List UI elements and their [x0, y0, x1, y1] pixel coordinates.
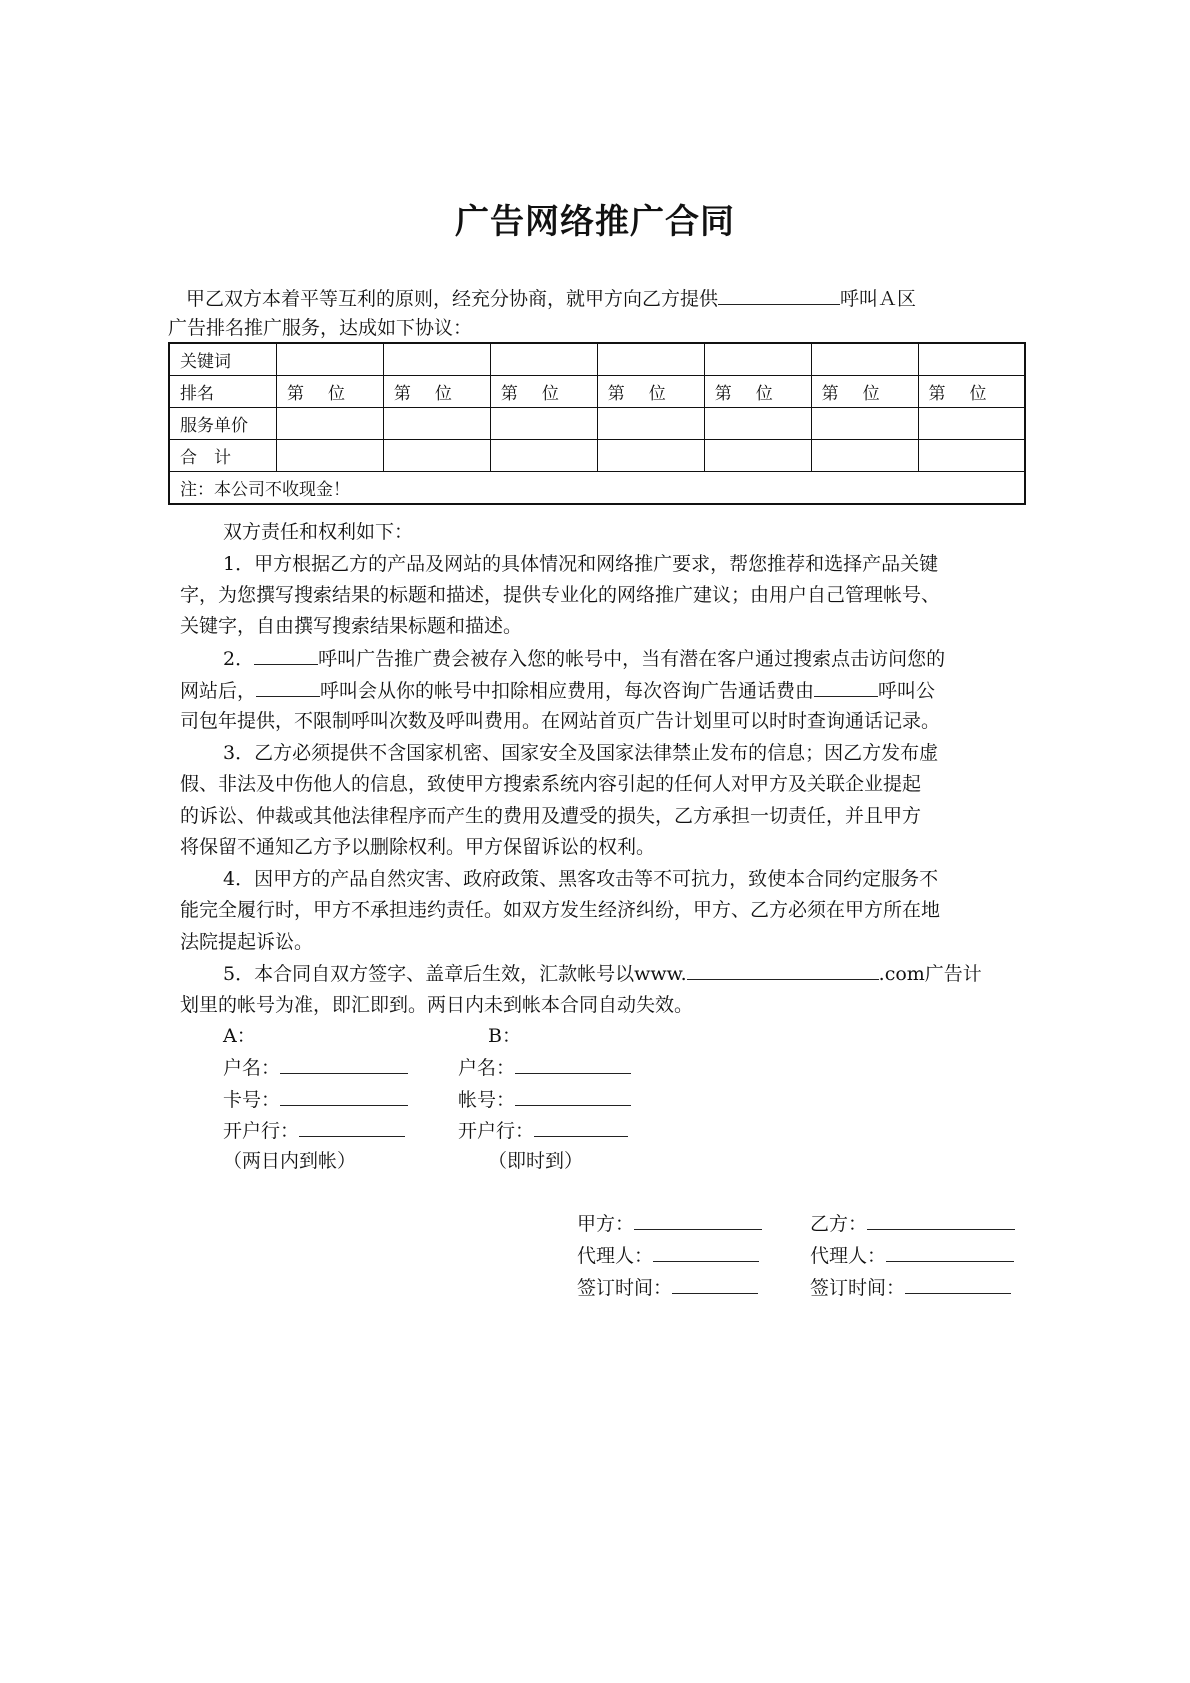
clause-3-line: 的诉讼、仲裁或其他法律程序而产生的费用及遭受的损失，乙方承担一切责任，并且甲方: [180, 805, 922, 827]
account-a-note: （两日内到帐）: [223, 1150, 357, 1172]
date-b-field[interactable]: [905, 1275, 1011, 1294]
name-blank[interactable]: [256, 678, 320, 697]
rank-cell: 第 位: [607, 384, 666, 404]
account-a-name: 户名：: [223, 1055, 408, 1080]
table-row-price: [169, 408, 1025, 440]
rank-cell: 第 位: [393, 384, 452, 404]
account-b-name: 户名：: [458, 1055, 631, 1080]
account-b-account: 帐号：: [458, 1087, 631, 1112]
table-row-total: [169, 440, 1025, 472]
clause-1-line: 字，为您撰写搜索结果的标题和描述，提供专业化的网络推广建议；由用户自己管理帐号、: [180, 584, 941, 606]
table-note: 注：本公司不收现金！: [169, 472, 1025, 505]
clause-2-line: 网站后， 呼叫会从你的帐号中扣除相应费用，每次咨询广告通话费由 呼叫公: [180, 680, 936, 702]
table-row-keywords: [169, 343, 1025, 376]
account-a-card: 卡号：: [223, 1087, 408, 1112]
table-row-rank: [169, 376, 1025, 408]
row-label: 服务单价: [169, 408, 277, 440]
date-a-field[interactable]: [672, 1275, 758, 1294]
account-a-bank: 开户行：: [223, 1118, 405, 1143]
sign-a-agent: 代理人：: [577, 1243, 759, 1268]
document-title: 广告网络推广合同: [455, 202, 735, 242]
account-b-bank: 开户行：: [458, 1118, 628, 1143]
party-a-field[interactable]: [634, 1211, 762, 1230]
clause-3-line: 将保留不通知乙方予以删除权利。甲方保留诉讼的权利。: [180, 836, 656, 858]
account-a-header: A：: [223, 1025, 256, 1047]
sign-b-date: 签订时间：: [810, 1275, 1011, 1300]
clause-4-line: 法院提起诉讼。: [180, 931, 314, 953]
rank-cell: 第 位: [287, 384, 345, 404]
website-blank[interactable]: [687, 961, 879, 980]
intro-line-1: 甲乙双方本着平等互利的原则，经充分协商，就甲方向乙方提供 呼叫Ａ区: [186, 288, 917, 310]
row-label: 关键词: [169, 343, 277, 376]
sign-b-agent: 代理人：: [810, 1243, 1014, 1268]
clause-4-line: 4．因甲方的产品自然灾害、政府政策、黑客攻击等不可抗力，致使本合同约定服务不: [223, 868, 939, 890]
rank-cell: 第 位: [500, 384, 559, 404]
sign-b-party: 乙方：: [810, 1211, 1015, 1236]
account-number-field[interactable]: [515, 1087, 631, 1106]
party-b-field[interactable]: [867, 1211, 1015, 1230]
agent-b-field[interactable]: [886, 1243, 1014, 1262]
clause-5-line: 5．本合同自双方签字、盖章后生效，汇款帐号以www. .com广告计: [223, 963, 982, 985]
sign-a-date: 签订时间：: [577, 1275, 758, 1300]
row-label: 排名: [169, 376, 277, 408]
name-blank[interactable]: [254, 646, 318, 665]
rank-cell: 第 位: [821, 384, 880, 404]
clause-2-line: 司包年提供，不限制呼叫次数及呼叫费用。在网站首页广告计划里可以时时查询通话记录。: [180, 710, 941, 732]
intro-line-2: 广告排名推广服务，达成如下协议：: [168, 317, 473, 339]
rank-cell: 第 位: [714, 384, 773, 404]
table-row-note: [169, 472, 1025, 505]
bank-field[interactable]: [299, 1118, 405, 1137]
row-label: 合 计: [169, 440, 277, 472]
bank-field[interactable]: [534, 1118, 628, 1137]
service-blank[interactable]: [718, 286, 840, 305]
clause-1-line: 关键字，自由撰写搜索结果标题和描述。: [180, 615, 523, 637]
agent-a-field[interactable]: [653, 1243, 759, 1262]
clause-4-line: 能完全履行时，甲方不承担违约责任。如双方发生经济纠纷，甲方、乙方必须在甲方所在地: [180, 899, 941, 921]
account-name-field[interactable]: [515, 1055, 631, 1074]
name-blank[interactable]: [814, 678, 878, 697]
clause-3-line: 3．乙方必须提供不含国家机密、国家安全及国家法律禁止发布的信息；因乙方发布虚: [223, 742, 939, 764]
account-b-note: （即时到）: [488, 1150, 584, 1172]
keyword-table: [168, 342, 1026, 505]
clause-5-line: 划里的帐号为准，即汇即到。两日内未到帐本合同自动失效。: [180, 994, 694, 1016]
clause-1-line: 1．甲方根据乙方的产品及网站的具体情况和网络推广要求，帮您推荐和选择产品关键: [223, 553, 939, 575]
card-number-field[interactable]: [280, 1087, 408, 1106]
section-heading: 双方责任和权利如下：: [223, 521, 414, 543]
clause-3-line: 假、非法及中伤他人的信息，致使甲方搜索系统内容引起的任何人对甲方及关联企业提起: [180, 773, 922, 795]
clause-2-line: 2． 呼叫广告推广费会被存入您的帐号中，当有潜在客户通过搜索点击访问您的: [223, 648, 946, 670]
rank-cell: 第 位: [928, 384, 987, 404]
account-name-field[interactable]: [280, 1055, 408, 1074]
account-b-header: B：: [488, 1025, 521, 1047]
sign-a-party: 甲方：: [577, 1211, 762, 1236]
